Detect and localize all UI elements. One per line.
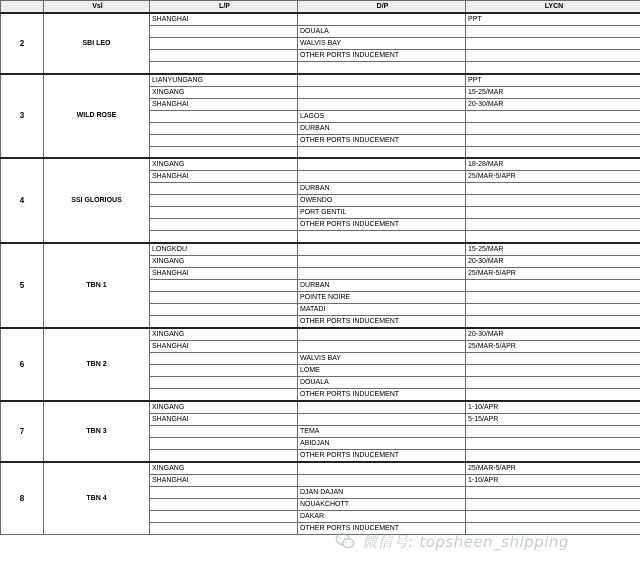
loading-port-cell <box>150 207 298 219</box>
discharge-port-cell <box>298 413 466 425</box>
loading-port-cell <box>150 279 298 291</box>
discharge-port-cell: DAKAR <box>298 510 466 522</box>
header-lp: L/P <box>150 1 298 14</box>
laycan-cell <box>466 437 640 449</box>
table-row <box>1 74 640 87</box>
loading-port-cell <box>150 303 298 315</box>
loading-port-cell <box>150 437 298 449</box>
loading-port-cell: SHANGHAI <box>150 98 298 110</box>
loading-port-cell: SHANGHAI <box>150 267 298 279</box>
discharge-port-cell <box>298 462 466 475</box>
header-vsl: Vsl <box>44 1 150 14</box>
laycan-cell: 25/MAR-5/APR <box>466 340 640 352</box>
laycan-cell <box>466 183 640 195</box>
loading-port-cell <box>150 26 298 38</box>
loading-port-cell <box>150 195 298 207</box>
laycan-cell: 20-30/MAR <box>466 328 640 341</box>
laycan-cell <box>466 279 640 291</box>
loading-port-cell: SHANGHAI <box>150 340 298 352</box>
discharge-port-cell: DURBAN <box>298 183 466 195</box>
loading-port-cell: XINGANG <box>150 255 298 267</box>
laycan-cell <box>466 522 640 534</box>
discharge-port-cell: ABIDJAN <box>298 437 466 449</box>
table-row <box>1 328 640 341</box>
discharge-port-cell: LAGOS <box>298 110 466 122</box>
loading-port-cell: XINGANG <box>150 86 298 98</box>
header-lycn: LYCN <box>466 1 640 14</box>
laycan-cell: 1-10/APR <box>466 474 640 486</box>
loading-port-cell: XINGANG <box>150 401 298 414</box>
laycan-cell: 25/MAR-5/APR <box>466 462 640 475</box>
vessel-number: 7 <box>1 401 44 462</box>
laycan-cell <box>466 486 640 498</box>
laycan-cell <box>466 110 640 122</box>
loading-port-cell <box>150 62 298 74</box>
discharge-port-cell: OTHER PORTS INDUCEMENT <box>298 219 466 231</box>
table-row <box>1 462 640 475</box>
laycan-cell: 15-25/MAR <box>466 86 640 98</box>
discharge-port-cell: OTHER PORTS INDUCEMENT <box>298 315 466 328</box>
discharge-port-cell <box>298 74 466 87</box>
discharge-port-cell: TEMA <box>298 425 466 437</box>
table-row <box>1 401 640 414</box>
discharge-port-cell <box>298 255 466 267</box>
discharge-port-cell <box>298 98 466 110</box>
discharge-port-cell <box>298 62 466 74</box>
laycan-cell <box>466 376 640 388</box>
loading-port-cell <box>150 510 298 522</box>
loading-port-cell: SHANGHAI <box>150 171 298 183</box>
discharge-port-cell <box>298 146 466 158</box>
discharge-port-cell: DURBAN <box>298 122 466 134</box>
loading-port-cell <box>150 315 298 328</box>
discharge-port-cell <box>298 171 466 183</box>
laycan-cell <box>466 195 640 207</box>
laycan-cell: 20-30/MAR <box>466 255 640 267</box>
laycan-cell: 15-25/MAR <box>466 243 640 256</box>
laycan-cell <box>466 134 640 146</box>
loading-port-cell <box>150 50 298 62</box>
discharge-port-cell <box>298 474 466 486</box>
discharge-port-cell: DOUALA <box>298 376 466 388</box>
laycan-cell <box>466 510 640 522</box>
vessel-name: TBN 4 <box>44 462 150 535</box>
loading-port-cell <box>150 376 298 388</box>
loading-port-cell <box>150 486 298 498</box>
header-no <box>1 1 44 14</box>
loading-port-cell <box>150 231 298 243</box>
discharge-port-cell: OWENDO <box>298 195 466 207</box>
discharge-port-cell <box>298 13 466 26</box>
loading-port-cell: XINGANG <box>150 462 298 475</box>
laycan-cell <box>466 62 640 74</box>
discharge-port-cell: WALVIS BAY <box>298 352 466 364</box>
laycan-cell <box>466 315 640 328</box>
discharge-port-cell: DJAN DAJAN <box>298 486 466 498</box>
laycan-cell: PPT <box>466 74 640 87</box>
discharge-port-cell: DOUALA <box>298 26 466 38</box>
discharge-port-cell: OTHER PORTS INDUCEMENT <box>298 388 466 401</box>
laycan-cell <box>466 219 640 231</box>
loading-port-cell: LONGKOU <box>150 243 298 256</box>
laycan-cell <box>466 388 640 401</box>
laycan-cell: PPT <box>466 13 640 26</box>
discharge-port-cell: OTHER PORTS INDUCEMENT <box>298 50 466 62</box>
loading-port-cell: XINGANG <box>150 158 298 171</box>
laycan-cell <box>466 364 640 376</box>
vessel-name: TBN 2 <box>44 328 150 401</box>
laycan-cell <box>466 122 640 134</box>
table-row <box>1 243 640 256</box>
watermark-text: 微信号: topsheen_shipping <box>362 532 569 551</box>
loading-port-cell <box>150 498 298 510</box>
laycan-cell <box>466 303 640 315</box>
discharge-port-cell <box>298 86 466 98</box>
vessel-name: WILD ROSE <box>44 74 150 159</box>
loading-port-cell <box>150 388 298 401</box>
discharge-port-cell <box>298 340 466 352</box>
loading-port-cell <box>150 183 298 195</box>
loading-port-cell <box>150 38 298 50</box>
discharge-port-cell: OTHER PORTS INDUCEMENT <box>298 522 466 534</box>
discharge-port-cell: OTHER PORTS INDUCEMENT <box>298 449 466 462</box>
laycan-cell: 5-15/APR <box>466 413 640 425</box>
vessel-number: 6 <box>1 328 44 401</box>
laycan-cell: 18-28/MAR <box>466 158 640 171</box>
discharge-port-cell: PORT GENTIL <box>298 207 466 219</box>
laycan-cell <box>466 207 640 219</box>
laycan-cell: 25/MAR-5/APR <box>466 171 640 183</box>
discharge-port-cell: WALVIS BAY <box>298 38 466 50</box>
loading-port-cell <box>150 352 298 364</box>
header-row <box>1 1 640 14</box>
vessel-number: 5 <box>1 243 44 328</box>
discharge-port-cell <box>298 328 466 341</box>
laycan-cell <box>466 38 640 50</box>
loading-port-cell <box>150 122 298 134</box>
loading-port-cell <box>150 522 298 534</box>
vessel-number: 4 <box>1 158 44 243</box>
vessel-name: TBN 3 <box>44 401 150 462</box>
loading-port-cell: LIANYUNGANG <box>150 74 298 87</box>
laycan-cell <box>466 26 640 38</box>
laycan-cell <box>466 146 640 158</box>
laycan-cell <box>466 498 640 510</box>
loading-port-cell: SHANGHAI <box>150 13 298 26</box>
laycan-cell <box>466 449 640 462</box>
vessel-number: 3 <box>1 74 44 159</box>
laycan-cell <box>466 352 640 364</box>
loading-port-cell <box>150 291 298 303</box>
laycan-cell: 1-10/APR <box>466 401 640 414</box>
vessel-name: SSI GLORIOUS <box>44 158 150 243</box>
vessel-number: 2 <box>1 13 44 74</box>
laycan-cell: 25/MAR-5/APR <box>466 267 640 279</box>
discharge-port-cell <box>298 243 466 256</box>
loading-port-cell <box>150 364 298 376</box>
table-row <box>1 13 640 26</box>
discharge-port-cell: OTHER PORTS INDUCEMENT <box>298 134 466 146</box>
discharge-port-cell <box>298 401 466 414</box>
loading-port-cell <box>150 425 298 437</box>
discharge-port-cell: POINTE NOIRE <box>298 291 466 303</box>
loading-port-cell <box>150 110 298 122</box>
loading-port-cell <box>150 146 298 158</box>
loading-port-cell <box>150 219 298 231</box>
discharge-port-cell <box>298 158 466 171</box>
discharge-port-cell: NOUAKCHOTT <box>298 498 466 510</box>
vessel-name: TBN 1 <box>44 243 150 328</box>
header-dp: D/P <box>298 1 466 14</box>
loading-port-cell: XINGANG <box>150 328 298 341</box>
loading-port-cell: SHANGHAI <box>150 413 298 425</box>
laycan-cell <box>466 425 640 437</box>
loading-port-cell <box>150 449 298 462</box>
loading-port-cell: SHANGHAI <box>150 474 298 486</box>
discharge-port-cell: LOME <box>298 364 466 376</box>
loading-port-cell <box>150 134 298 146</box>
discharge-port-cell <box>298 231 466 243</box>
discharge-port-cell: DURBAN <box>298 279 466 291</box>
discharge-port-cell <box>298 267 466 279</box>
laycan-cell <box>466 291 640 303</box>
laycan-cell: 20-30/MAR <box>466 98 640 110</box>
laycan-cell <box>466 231 640 243</box>
vessel-name: SBI LEO <box>44 13 150 74</box>
vessel-number: 8 <box>1 462 44 535</box>
table-row <box>1 158 640 171</box>
laycan-cell <box>466 50 640 62</box>
discharge-port-cell: MATADI <box>298 303 466 315</box>
